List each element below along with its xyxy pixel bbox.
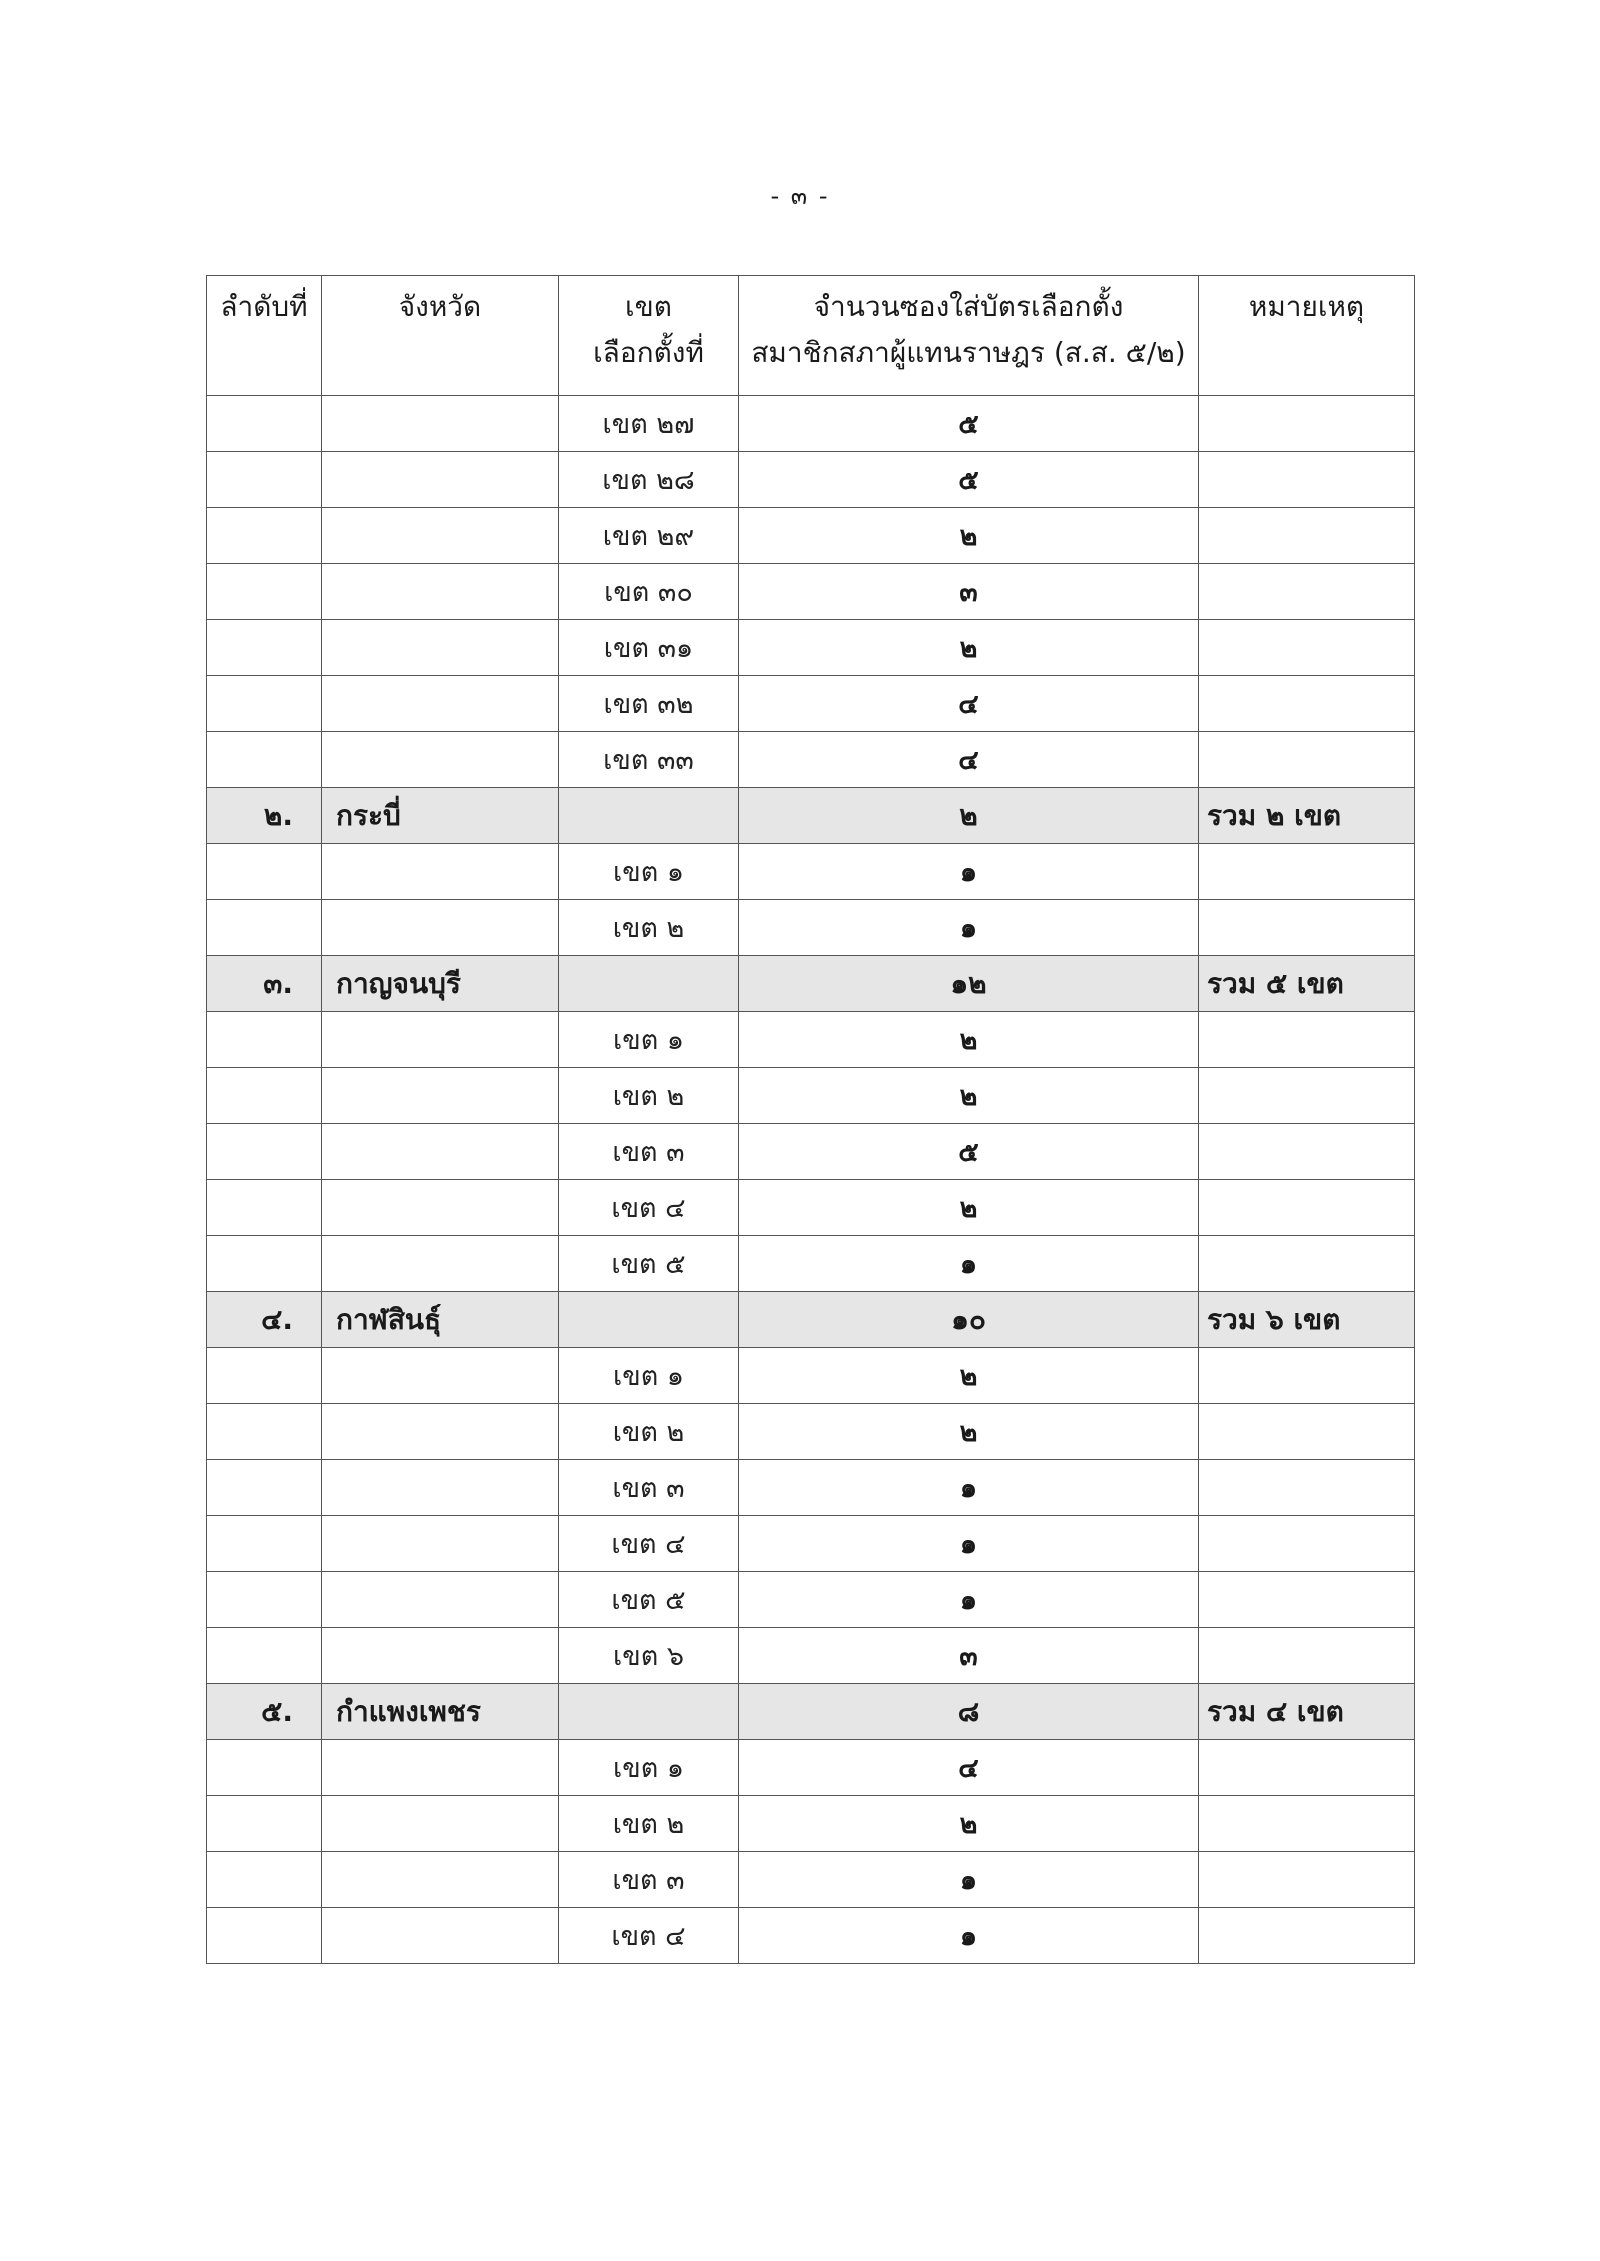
province-cell	[322, 1796, 559, 1852]
province-name: กาฬสินธุ์	[322, 1292, 559, 1348]
province-cell	[322, 1348, 559, 1404]
district-cell: เขต ๓๐	[559, 564, 739, 620]
header-count-line1: จำนวนซองใส่บัตรเลือกตั้ง	[813, 290, 1124, 323]
header-count-line2: สมาชิกสภาผู้แทนราษฎร (ส.ส. ๕/๒)	[751, 336, 1186, 369]
index-cell	[207, 508, 322, 564]
district-cell: เขต ๑	[559, 1348, 739, 1404]
province-cell	[322, 1908, 559, 1964]
district-cell: เขต ๓๒	[559, 676, 739, 732]
note-cell	[1199, 1852, 1415, 1908]
index-cell	[207, 1852, 322, 1908]
note-cell	[1199, 1740, 1415, 1796]
district-row	[207, 396, 1415, 452]
province-cell	[322, 396, 559, 452]
count-cell: ๑	[739, 844, 1199, 900]
count-cell: ๓	[739, 564, 1199, 620]
index-cell	[207, 1236, 322, 1292]
district-row	[207, 1516, 1415, 1572]
district-cell: เขต ๒๘	[559, 452, 739, 508]
count-cell: ๔	[739, 1740, 1199, 1796]
district-cell: เขต ๒	[559, 1404, 739, 1460]
province-cell	[322, 900, 559, 956]
district-row	[207, 1012, 1415, 1068]
note-cell	[1199, 1796, 1415, 1852]
province-district-empty	[559, 788, 739, 844]
header-note: หมายเหตุ	[1199, 276, 1415, 396]
district-cell: เขต ๕	[559, 1236, 739, 1292]
index-cell	[207, 1460, 322, 1516]
district-cell: เขต ๑	[559, 844, 739, 900]
province-district-empty	[559, 1684, 739, 1740]
province-note: รวม ๒ เขต	[1199, 788, 1415, 844]
district-row	[207, 1124, 1415, 1180]
province-cell	[322, 508, 559, 564]
province-note: รวม ๔ เขต	[1199, 1684, 1415, 1740]
province-cell	[322, 1180, 559, 1236]
province-note: รวม ๕ เขต	[1199, 956, 1415, 1012]
district-cell: เขต ๑	[559, 1740, 739, 1796]
district-row	[207, 452, 1415, 508]
index-cell	[207, 1068, 322, 1124]
province-index: ๔.	[207, 1292, 322, 1348]
province-cell	[322, 1628, 559, 1684]
district-cell: เขต ๔	[559, 1180, 739, 1236]
note-cell	[1199, 564, 1415, 620]
note-cell	[1199, 1628, 1415, 1684]
province-district-empty	[559, 956, 739, 1012]
province-cell	[322, 1068, 559, 1124]
index-cell	[207, 1908, 322, 1964]
district-row	[207, 508, 1415, 564]
district-row	[207, 1628, 1415, 1684]
province-cell	[322, 1236, 559, 1292]
district-row	[207, 1068, 1415, 1124]
province-cell	[322, 1012, 559, 1068]
index-cell	[207, 1348, 322, 1404]
province-cell	[322, 564, 559, 620]
index-cell	[207, 900, 322, 956]
province-total: ๘	[739, 1684, 1199, 1740]
note-cell	[1199, 1404, 1415, 1460]
province-name: กำแพงเพชร	[322, 1684, 559, 1740]
count-cell: ๔	[739, 732, 1199, 788]
header-district-line2: เลือกตั้งที่	[593, 336, 704, 369]
index-cell	[207, 1180, 322, 1236]
district-cell: เขต ๔	[559, 1516, 739, 1572]
province-cell	[322, 1740, 559, 1796]
table-body	[207, 396, 1415, 1964]
district-cell: เขต ๖	[559, 1628, 739, 1684]
index-cell	[207, 620, 322, 676]
province-cell	[322, 1404, 559, 1460]
note-cell	[1199, 1012, 1415, 1068]
province-cell	[322, 732, 559, 788]
count-cell: ๑	[739, 1460, 1199, 1516]
page-number: - ๓ -	[770, 182, 830, 210]
province-name: กาญจนบุรี	[322, 956, 559, 1012]
index-cell	[207, 676, 322, 732]
province-row	[207, 788, 1415, 844]
district-cell: เขต ๒	[559, 1068, 739, 1124]
province-row	[207, 1292, 1415, 1348]
district-cell: เขต ๓๓	[559, 732, 739, 788]
province-district-empty	[559, 1292, 739, 1348]
header-index: ลำดับที่	[207, 276, 322, 396]
province-total: ๒	[739, 788, 1199, 844]
province-cell	[322, 1852, 559, 1908]
district-row	[207, 1852, 1415, 1908]
header-district	[559, 276, 739, 396]
note-cell	[1199, 452, 1415, 508]
count-cell: ๑	[739, 1852, 1199, 1908]
province-index: ๕.	[207, 1684, 322, 1740]
index-cell	[207, 1124, 322, 1180]
index-cell	[207, 452, 322, 508]
province-total: ๑๒	[739, 956, 1199, 1012]
count-cell: ๑	[739, 1908, 1199, 1964]
district-cell: เขต ๓	[559, 1124, 739, 1180]
count-cell: ๑	[739, 900, 1199, 956]
province-cell	[322, 1124, 559, 1180]
district-row	[207, 1796, 1415, 1852]
index-cell	[207, 732, 322, 788]
note-cell	[1199, 1516, 1415, 1572]
index-cell	[207, 1516, 322, 1572]
district-row	[207, 844, 1415, 900]
district-row	[207, 1460, 1415, 1516]
note-cell	[1199, 1180, 1415, 1236]
province-total: ๑๐	[739, 1292, 1199, 1348]
note-cell	[1199, 732, 1415, 788]
province-note: รวม ๖ เขต	[1199, 1292, 1415, 1348]
index-cell	[207, 1796, 322, 1852]
province-cell	[322, 1572, 559, 1628]
district-cell: เขต ๒๙	[559, 508, 739, 564]
note-cell	[1199, 1236, 1415, 1292]
index-cell	[207, 1572, 322, 1628]
count-cell: ๔	[739, 676, 1199, 732]
count-cell: ๑	[739, 1516, 1199, 1572]
district-row	[207, 620, 1415, 676]
district-cell: เขต ๓	[559, 1460, 739, 1516]
note-cell	[1199, 396, 1415, 452]
district-cell: เขต ๒๗	[559, 396, 739, 452]
district-row	[207, 1572, 1415, 1628]
note-cell	[1199, 1908, 1415, 1964]
district-cell: เขต ๒	[559, 1796, 739, 1852]
count-cell: ๒	[739, 1068, 1199, 1124]
district-row	[207, 1740, 1415, 1796]
note-cell	[1199, 1068, 1415, 1124]
count-cell: ๒	[739, 1180, 1199, 1236]
count-cell: ๓	[739, 1628, 1199, 1684]
index-cell	[207, 1628, 322, 1684]
district-cell: เขต ๔	[559, 1908, 739, 1964]
count-cell: ๒	[739, 1348, 1199, 1404]
province-row	[207, 956, 1415, 1012]
district-row	[207, 1348, 1415, 1404]
count-cell: ๕	[739, 1124, 1199, 1180]
ballot-envelope-table	[206, 275, 1415, 1964]
index-cell	[207, 1404, 322, 1460]
district-row	[207, 676, 1415, 732]
district-row	[207, 1404, 1415, 1460]
count-cell: ๒	[739, 1796, 1199, 1852]
count-cell: ๒	[739, 1012, 1199, 1068]
header-district-line1: เขต	[625, 290, 672, 323]
note-cell	[1199, 508, 1415, 564]
note-cell	[1199, 900, 1415, 956]
count-cell: ๑	[739, 1572, 1199, 1628]
province-index: ๒.	[207, 788, 322, 844]
district-row	[207, 1236, 1415, 1292]
count-cell: ๒	[739, 508, 1199, 564]
district-row	[207, 1908, 1415, 1964]
count-cell: ๕	[739, 396, 1199, 452]
province-index: ๓.	[207, 956, 322, 1012]
index-cell	[207, 396, 322, 452]
province-cell	[322, 1460, 559, 1516]
province-cell	[322, 452, 559, 508]
table-header	[207, 276, 1415, 396]
note-cell	[1199, 676, 1415, 732]
province-name: กระบี่	[322, 788, 559, 844]
header-count	[739, 276, 1199, 396]
index-cell	[207, 564, 322, 620]
district-row	[207, 564, 1415, 620]
district-row	[207, 900, 1415, 956]
province-cell	[322, 844, 559, 900]
district-cell: เขต ๑	[559, 1012, 739, 1068]
district-cell: เขต ๒	[559, 900, 739, 956]
province-cell	[322, 620, 559, 676]
index-cell	[207, 844, 322, 900]
note-cell	[1199, 1348, 1415, 1404]
district-cell: เขต ๓๑	[559, 620, 739, 676]
province-row	[207, 1684, 1415, 1740]
district-cell: เขต ๓	[559, 1852, 739, 1908]
note-cell	[1199, 844, 1415, 900]
note-cell	[1199, 1124, 1415, 1180]
count-cell: ๒	[739, 1404, 1199, 1460]
header-province: จังหวัด	[322, 276, 559, 396]
note-cell	[1199, 620, 1415, 676]
province-cell	[322, 1516, 559, 1572]
district-cell: เขต ๕	[559, 1572, 739, 1628]
count-cell: ๕	[739, 452, 1199, 508]
index-cell	[207, 1012, 322, 1068]
district-row	[207, 732, 1415, 788]
count-cell: ๒	[739, 620, 1199, 676]
province-cell	[322, 676, 559, 732]
note-cell	[1199, 1572, 1415, 1628]
count-cell: ๑	[739, 1236, 1199, 1292]
index-cell	[207, 1740, 322, 1796]
district-row	[207, 1180, 1415, 1236]
note-cell	[1199, 1460, 1415, 1516]
